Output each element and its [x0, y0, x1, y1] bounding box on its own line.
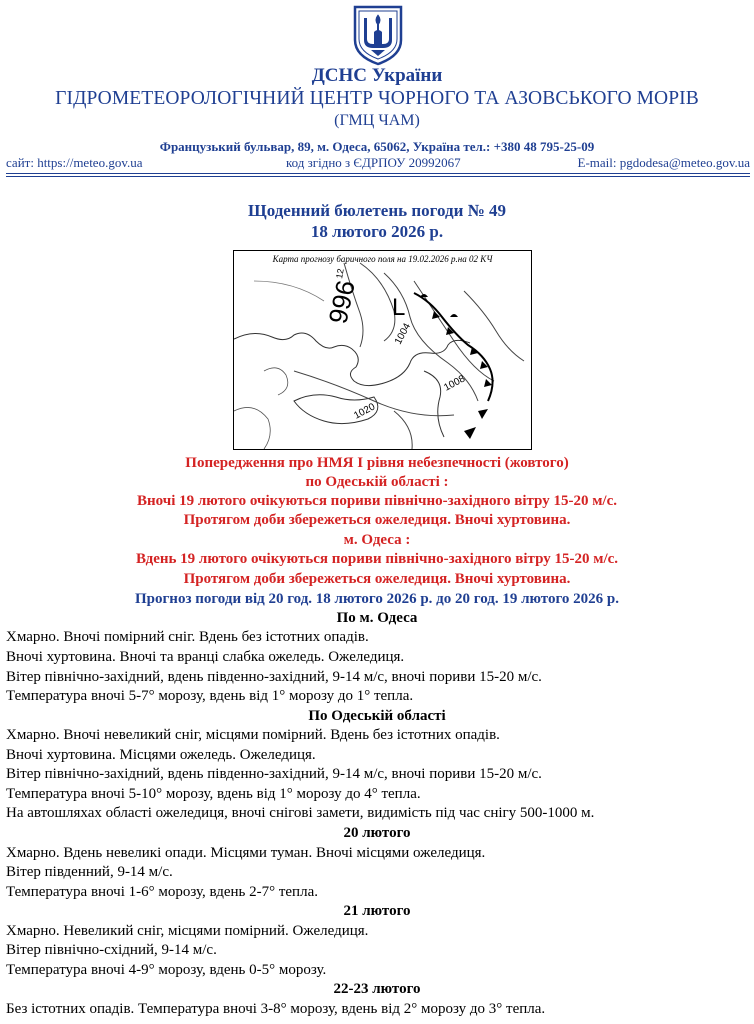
org-full-name: ГІДРОМЕТЕОРОЛОГІЧНИЙ ЦЕНТР ЧОРНОГО ТА АЗОВСЬКОГО МОРІВ: [55, 88, 699, 109]
isobar-label-1008: 1008: [442, 373, 468, 394]
forecast-line: Хмарно. Невеликий сніг, місцями помірний. Ожеледиця.: [6, 923, 369, 939]
forecast-line: Вночі хуртовина. Вночі та вранці слабка ожеледь. Ожеледиця.: [6, 649, 405, 665]
header-divider: [6, 173, 750, 174]
forecast-period: Прогноз погоди від 20 год. 18 лютого 2026 р. до 20 год. 19 лютого 2026 р.: [134, 591, 619, 607]
site-link[interactable]: сайт: https://meteo.gov.ua: [6, 155, 143, 170]
region-forecast-header: По Одеській області: [308, 708, 446, 724]
isobar-label-996: 996: [322, 277, 361, 327]
org-address: Французький бульвар, 89, м. Одеса, 65062, Україна тел.: +380 48 795-25-09: [159, 139, 595, 154]
forecast-line: Вітер північно-східний, 9-14 м/с.: [6, 942, 217, 958]
city-forecast-header: По м. Одеса: [336, 610, 418, 626]
warning-region-header: по Одеській області :: [305, 474, 449, 490]
forecast-line: Без істотних опадів. Температура вночі 3-8° морозу, вдень від 2° морозу до 3° тепла.: [6, 1001, 546, 1017]
email-link[interactable]: E-mail: pgdodesa@meteo.gov.ua: [577, 155, 750, 170]
forecast-line: Хмарно. Вночі невеликий сніг, місцями помірний. Вдень без істотних опадів.: [6, 727, 500, 743]
warning-city-line: Вдень 19 лютого очікуються пориви північно-західного вітру 15-20 м/с.: [135, 551, 619, 567]
forecast-line: Вітер північно-західний, вдень південно-західний, 9-14 м/с, вночі пориви 15-20 м/с.: [6, 766, 542, 782]
isobar-label-1020: 1020: [352, 401, 378, 422]
forecast-line: Вночі хуртовина. Місцями ожеледь. Ожеледиця.: [6, 747, 316, 763]
forecast-line: На автошляхах області ожеледиця, вночі снігові замети, видимість під час снігу 500-1000 м.: [6, 805, 595, 821]
warning-city-header: м. Одеса :: [343, 532, 411, 548]
forecast-line: Вітер північно-західний, вдень південно-західний, 9-14 м/с, вночі пориви 15-20 м/с.: [6, 669, 542, 685]
forecast-line: Хмарно. Вдень невеликі опади. Місцями туман. Вночі місцями ожеледиця.: [6, 845, 486, 861]
day-forecast-header: 21 лютого: [343, 903, 411, 919]
org-abbreviation: (ГМЦ ЧАМ): [334, 112, 420, 129]
contact-row: [6, 155, 750, 172]
trident-emblem-icon: [351, 4, 405, 66]
pressure-map: [233, 250, 532, 450]
day-forecast-header: 20 лютого: [343, 825, 411, 841]
bulletin-title: Щоденний бюлетень погоди № 49: [248, 201, 506, 220]
low-pressure-marker: L: [392, 294, 406, 321]
warning-city-line: Протягом доби збережеться ожеледиця. Вночі хуртовина.: [183, 571, 571, 587]
header-divider-thin: [6, 176, 750, 177]
pressure-map-drawing: [234, 251, 531, 449]
isobar-label-12: 12: [334, 267, 346, 280]
org-name: ДСНС України: [311, 65, 443, 86]
edrpou-code: код згідно з ЄДРПОУ 20992067: [286, 155, 461, 170]
warning-region-line: Вночі 19 лютого очікуються пориви північно-західного вітру 15-20 м/с.: [137, 493, 617, 509]
bulletin-date: 18 лютого 2026 р.: [310, 222, 444, 241]
map-caption: Карта прогнозу баричного поля на 19.02.2026 р.на 02 КЧ: [272, 254, 493, 264]
forecast-line: Температура вночі 1-6° морозу, вдень 2-7° тепла.: [6, 884, 318, 900]
forecast-line: Вітер південний, 9-14 м/с.: [6, 864, 173, 880]
day-forecast-header: 22-23 лютого: [333, 981, 421, 997]
forecast-line: Хмарно. Вночі помірний сніг. Вдень без істотних опадів.: [6, 629, 369, 645]
forecast-line: Температура вночі 4-9° морозу, вдень 0-5° морозу.: [6, 962, 327, 978]
warning-region-line: Протягом доби збережеться ожеледиця. Вночі хуртовина.: [183, 512, 571, 528]
forecast-line: Температура вночі 5-7° морозу, вдень від 1° морозу до 1° тепла.: [6, 688, 414, 704]
warning-title: Попередження про НМЯ І рівня небезпечності (жовтого): [185, 455, 569, 471]
forecast-line: Температура вночі 5-10° морозу, вдень від 1° морозу до 4° тепла.: [6, 786, 421, 802]
isobar-label-1004: 1004: [392, 321, 414, 347]
